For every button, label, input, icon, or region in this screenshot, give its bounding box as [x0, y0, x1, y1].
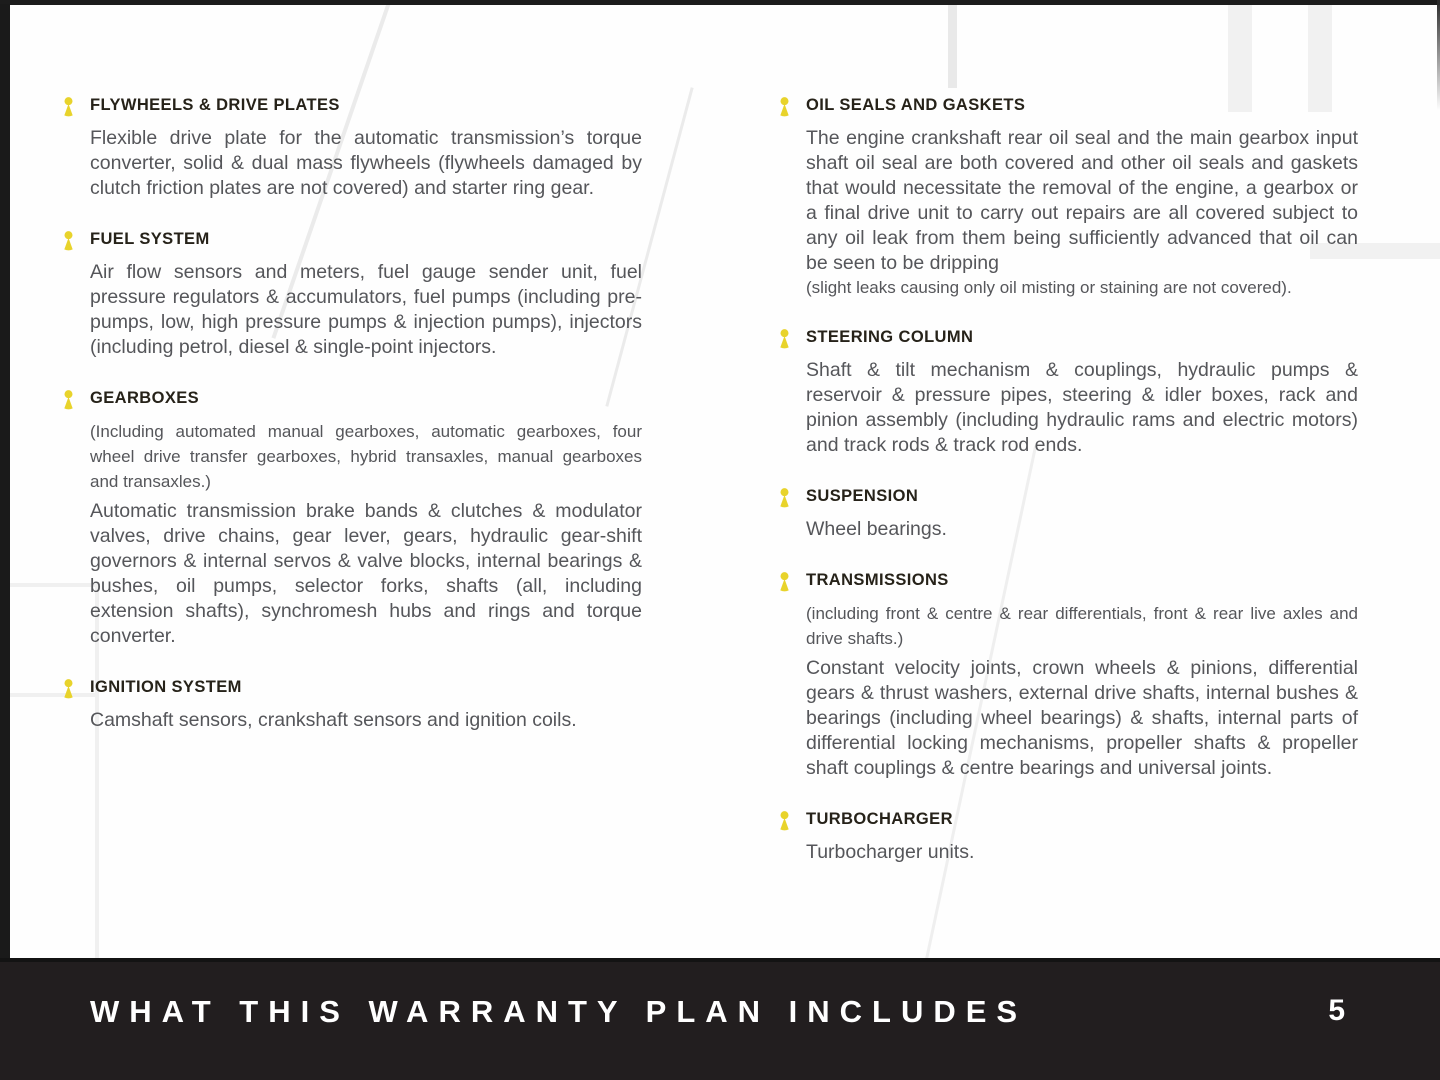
section-heading: SUSPENSION — [806, 487, 919, 505]
section-paragraph: Air flow sensors and meters, fuel gauge sender unit, fuel pressure regulators & accumulators, fuel pumps (including pre-pumps, low, high pressure pumps & injection pumps), injectors (including petrol, diesel & single-point injectors. — [90, 261, 642, 358]
pawn-bullet-icon — [778, 97, 792, 118]
section-heading: FUEL SYSTEM — [90, 230, 210, 248]
section-note: (including front & centre & rear differentials, front & rear live axles and drive shafts.) — [806, 604, 1358, 648]
section-heading: OIL SEALS AND GASKETS — [806, 96, 1026, 114]
section-paragraph: Constant velocity joints, crown wheels & pinions, differential gears & thrust washers, external drive shafts, internal bushes & bearings (including wheel bearings) & shafts, internal parts of differential locking mechanisms, propeller shafts & propeller shaft couplings & centre bearings and universal joints. — [806, 657, 1358, 779]
warranty-section — [778, 96, 1358, 299]
footer-title: WHAT THIS WARRANTY PLAN INCLUDES — [90, 994, 1028, 1029]
pawn-bullet-icon — [62, 97, 76, 118]
warranty-section — [62, 678, 642, 733]
section-heading: TRANSMISSIONS — [806, 571, 949, 589]
section-paragraph: Automatic transmission brake bands & clutches & modulator valves, drive chains, gear lever, gears, hydraulic gear-shift governors & internal servos & valve blocks, internal bearings & bushes, oil pumps, selector forks, shafts (all, including extension shafts), synchromesh hubs and rings and torque converter. — [90, 500, 642, 647]
warranty-section — [778, 487, 1358, 542]
warranty-section — [778, 810, 1358, 865]
pawn-bullet-icon — [62, 390, 76, 411]
warranty-section — [62, 96, 642, 201]
pawn-bullet-icon — [62, 679, 76, 700]
warranty-section — [62, 389, 642, 649]
pawn-bullet-icon — [62, 231, 76, 252]
left-column — [62, 96, 642, 762]
section-small: (slight leaks causing only oil misting or staining are not covered). — [806, 278, 1292, 297]
pawn-bullet-icon — [778, 488, 792, 509]
section-heading: GEARBOXES — [90, 389, 200, 407]
page-edge-left — [0, 4, 10, 960]
section-paragraph: Camshaft sensors, crankshaft sensors and ignition coils. — [90, 709, 577, 731]
warranty-section — [62, 230, 642, 360]
pawn-bullet-icon — [778, 811, 792, 832]
section-paragraph: Wheel bearings. — [806, 518, 947, 540]
right-column — [778, 96, 1358, 894]
watermark-band — [948, 0, 957, 88]
section-heading: FLYWHEELS & DRIVE PLATES — [90, 96, 340, 114]
section-paragraph: Turbocharger units. — [806, 841, 975, 863]
section-paragraph: The engine crankshaft rear oil seal and the main gearbox input shaft oil seal are both covered and other oil seals and gaskets that would necessitate the removal of the engine, a gearbox or a final drive unit to carry out repairs are all covered subject to any oil leak from them being sufficiently advanced that oil can be seen to be dripping — [806, 127, 1358, 274]
section-paragraph: Flexible drive plate for the automatic transmission’s torque converter, solid & dual mass flywheels (flywheels damaged by clutch friction plates are not covered) and starter ring gear. — [90, 127, 642, 199]
section-heading: STEERING COLUMN — [806, 328, 974, 346]
footer-bar — [0, 958, 1440, 1080]
page-edge-top — [0, 0, 1440, 5]
pawn-bullet-icon — [778, 572, 792, 593]
section-note: (Including automated manual gearboxes, automatic gearboxes, four wheel drive transfer gearboxes, hybrid transaxles, manual gearboxes and transaxles.) — [90, 422, 642, 491]
section-paragraph: Shaft & tilt mechanism & couplings, hydraulic pumps & reservoir & pressure pipes, steering & idler boxes, rack and pinion assembly (including hydraulic rams and electric motors) and track rods & track rod ends. — [806, 359, 1358, 456]
warranty-section — [778, 328, 1358, 458]
page-number: 5 — [1328, 994, 1345, 1027]
section-heading: IGNITION SYSTEM — [90, 678, 242, 696]
section-heading: TURBOCHARGER — [806, 810, 953, 828]
pawn-bullet-icon — [778, 329, 792, 350]
warranty-section — [778, 571, 1358, 781]
